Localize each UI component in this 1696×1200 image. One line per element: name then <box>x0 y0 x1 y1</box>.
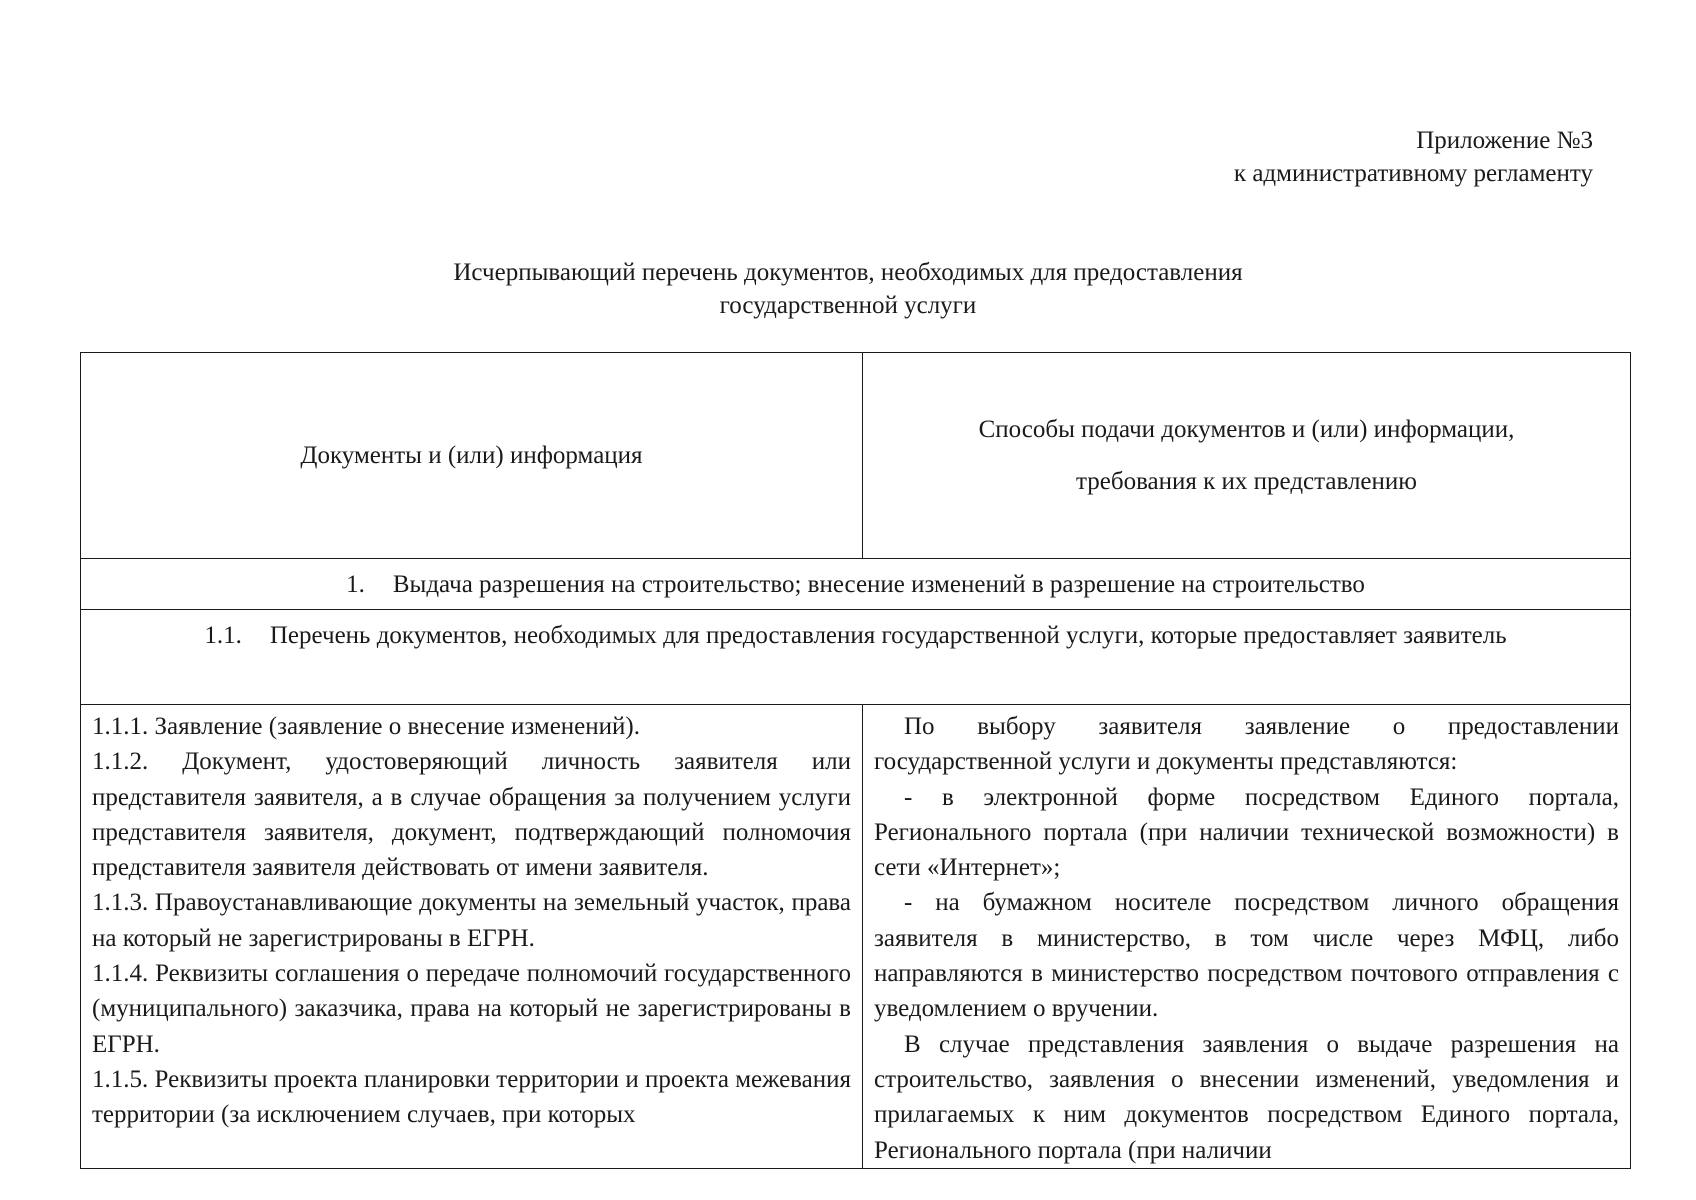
list-item: 1.1.2. Документ, удостоверяющий личность заявителя или представителя заявителя, а в случае обращения за получением услуги представителя заявителя, документ, подтверждающий полномочия представителя заявителя действовать от имени заявителя. <box>92 748 851 882</box>
section-1-heading <box>81 559 1631 610</box>
list-item: 1.1.1. Заявление (заявление о внесение изменений). <box>92 713 640 740</box>
document-title <box>0 256 1696 322</box>
section-1-text: Выдача разрешения на строительство; внесение изменений в разрешение на строительство <box>392 570 1365 598</box>
section-1-1-text: Перечень документов, необходимых для предоставления государственной услуги, которые предоставляет заявитель <box>269 622 1507 649</box>
section-1-row <box>81 559 1631 610</box>
section-1-1-row <box>81 610 1631 705</box>
list-item: 1.1.3. Правоустанавливающие документы на земельный участок, права на который не зарегистрированы в ЕГРН. <box>92 889 851 952</box>
section-1-1-number: 1.1. <box>204 622 242 649</box>
header-documents-cell <box>81 353 863 559</box>
document-title-line1: Исчерпывающий перечень документов, необходимых для предоставления <box>453 259 1243 286</box>
header-methods-label-line1: Способы подачи документов и (или) информации, <box>978 415 1515 443</box>
list-item: 1.1.5. Реквизиты проекта планировки территории и проекта межевания территории (за исключением случаев, при которых <box>92 1065 851 1129</box>
section-1-1-heading <box>81 610 1631 705</box>
appendix-number: Приложение №3 <box>1416 127 1593 154</box>
paragraph: - на бумажном носителе посредством личного обращения заявителя в министерство, в том числе через МФЦ, либо направляются в министерство посредством почтового отправления с уведомлением о вручении. <box>874 889 1619 1023</box>
header-methods-label-line2: требования к их представлению <box>1076 467 1417 495</box>
documents-table <box>80 352 1631 1169</box>
list-item: 1.1.4. Реквизиты соглашения о передаче полномочий государственного (муниципального) заказчика, права на который не зарегистрированы в ЕГРН. <box>92 960 851 1058</box>
table-header-row <box>81 353 1631 559</box>
paragraph: В случае представления заявления о выдаче разрешения на строительство, заявления о внесении изменений, уведомления и прилагаемых к ним документов посредством Единого портала, Регионального портала (при наличии <box>874 1030 1619 1164</box>
appendix-caption <box>1234 124 1593 190</box>
paragraph: По выбору заявителя заявление о предоставлении государственной услуги и документы представляются: <box>874 713 1619 776</box>
section-1-number: 1. <box>346 570 365 598</box>
documents-list-cell <box>81 705 863 1169</box>
header-methods-cell <box>863 353 1631 559</box>
submission-methods-cell <box>863 705 1631 1169</box>
header-documents-label: Документы и (или) информация <box>300 441 643 469</box>
document-title-line2: государственной услуги <box>719 292 977 319</box>
appendix-reference: к административному регламенту <box>1233 160 1593 187</box>
documents-body-row <box>81 705 1631 1169</box>
paragraph: - в электронной форме посредством Единого портала, Регионального портала (при наличии технической возможности) в сети «Интернет»; <box>874 783 1619 882</box>
